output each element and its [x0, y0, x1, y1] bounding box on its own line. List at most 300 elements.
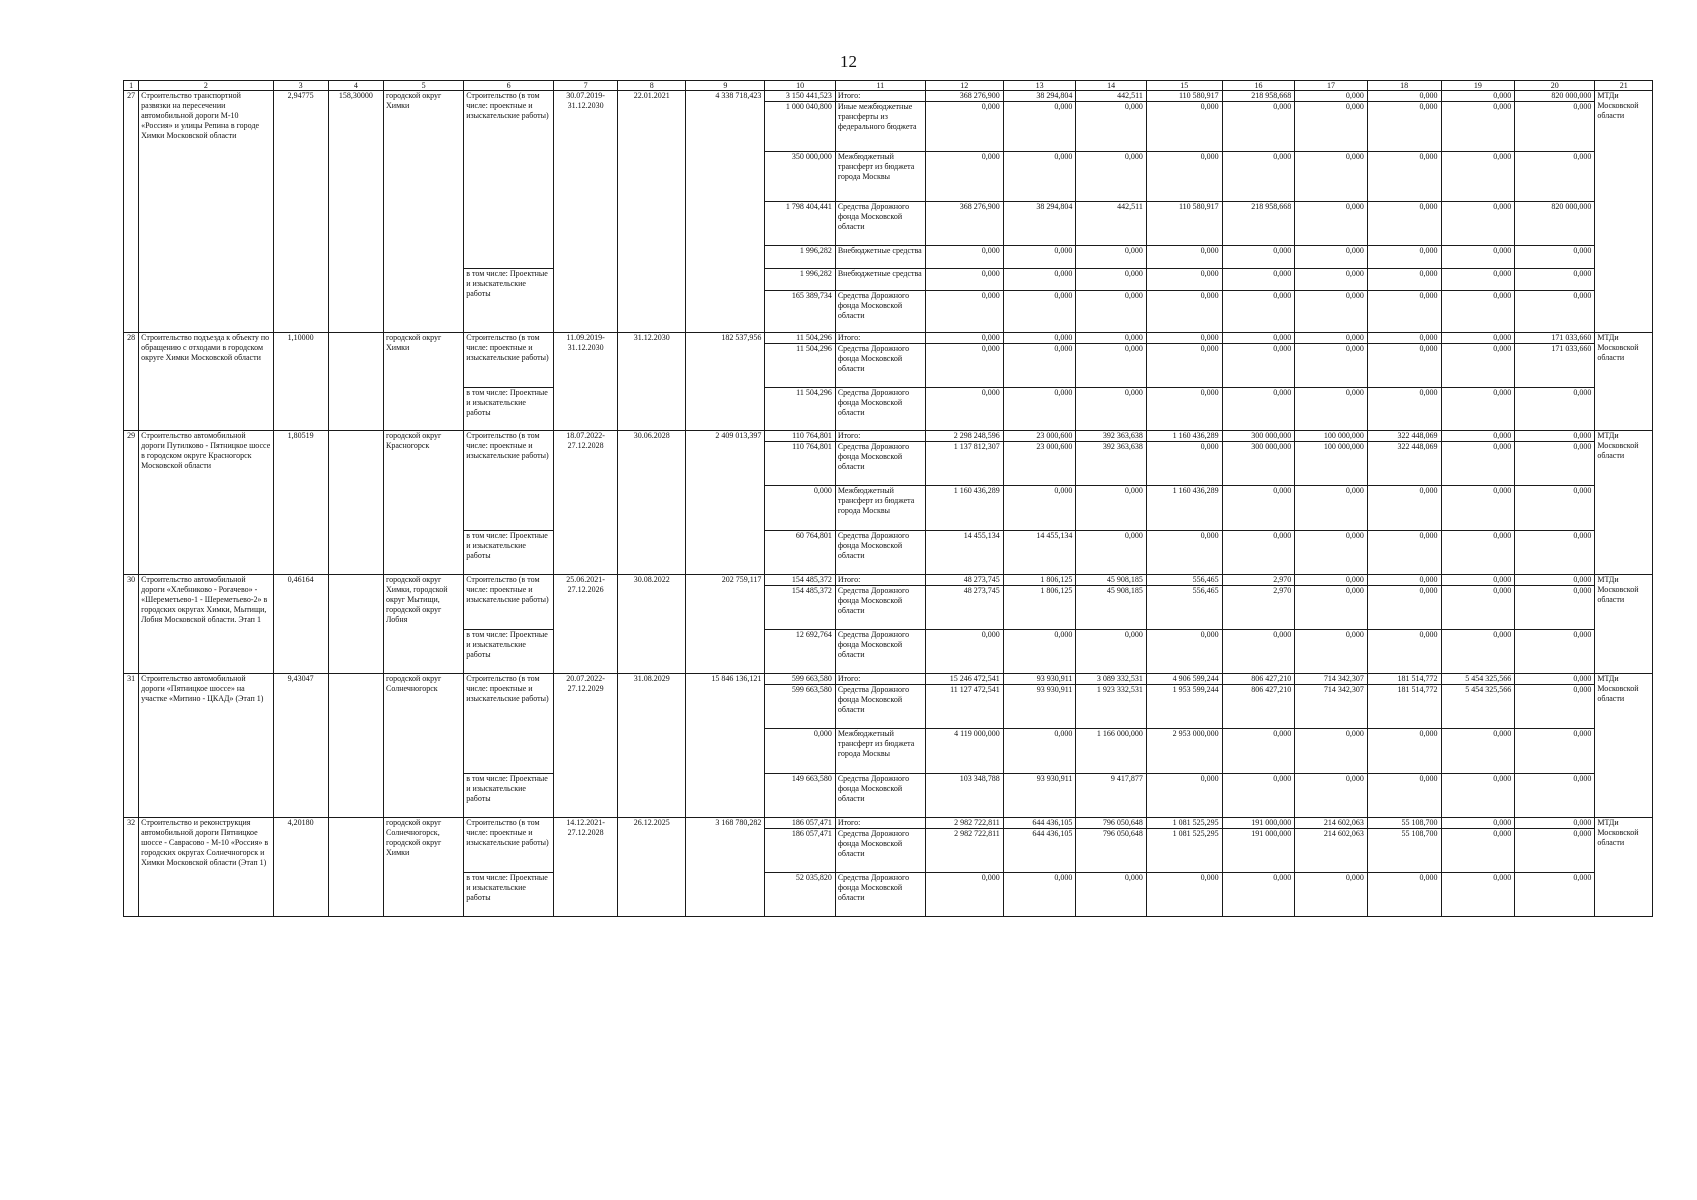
year-amount: 0,000: [1515, 873, 1595, 917]
year-amount: 0,000: [1441, 246, 1515, 269]
column-number-row: [124, 81, 1653, 91]
estimated-cost: 2 409 013,397: [686, 431, 765, 575]
year-amount: 0,000: [1222, 774, 1295, 818]
year-amount: 0,000: [1295, 531, 1368, 575]
column-number: 6: [464, 81, 554, 91]
column-number: 20: [1515, 81, 1595, 91]
financed-before: 1 798 404,441: [765, 202, 835, 246]
capacity-value: [328, 333, 383, 431]
estimated-cost: 4 338 718,423: [686, 91, 765, 333]
financed-before: 1 996,282: [765, 269, 835, 291]
financed-before: 0,000: [765, 486, 835, 531]
year-amount: 9 417,877: [1076, 774, 1146, 818]
funding-source: Итого:: [835, 91, 925, 102]
page-number: 12: [840, 52, 857, 71]
work-type: в том числе: Проектные и изыскательские работы: [464, 630, 554, 674]
year-amount: 644 436,105: [1003, 829, 1076, 873]
year-amount: 0,000: [1515, 102, 1595, 152]
year-amount: 0,000: [1441, 152, 1515, 202]
financed-before: 52 035,820: [765, 873, 835, 917]
funding-source: Средства Дорожного фонда Московской области: [835, 442, 925, 486]
year-amount: 1 081 525,295: [1146, 818, 1222, 829]
work-type: в том числе: Проектные и изыскательские работы: [464, 531, 554, 575]
year-amount: 2 953 000,000: [1146, 729, 1222, 774]
year-amount: 15 246 472,541: [925, 674, 1003, 685]
year-amount: 0,000: [1367, 269, 1441, 291]
year-amount: 0,000: [1367, 102, 1441, 152]
financed-before: 0,000: [765, 729, 835, 774]
column-number: 12: [925, 81, 1003, 91]
year-amount: 171 033,660: [1515, 333, 1595, 344]
year-amount: 0,000: [1003, 873, 1076, 917]
year-amount: 1 160 436,289: [925, 486, 1003, 531]
year-amount: 4 906 599,244: [1146, 674, 1222, 685]
municipality: городской округ Химки, городской округ Мытищи, городской округ Лобня: [384, 575, 464, 674]
year-amount: 0,000: [925, 246, 1003, 269]
year-amount: 0,000: [1441, 586, 1515, 630]
financed-before: 11 504,296: [765, 388, 835, 431]
financing-table-container: [123, 80, 1653, 917]
financed-before: 186 057,471: [765, 829, 835, 873]
work-type: Строительство (в том числе: проектные и изыскательские работы): [464, 91, 554, 269]
year-amount: 0,000: [1367, 531, 1441, 575]
year-amount: 0,000: [1295, 774, 1368, 818]
year-amount: 0,000: [1441, 829, 1515, 873]
year-amount: 0,000: [1295, 291, 1368, 333]
financed-before: 110 764,801: [765, 442, 835, 486]
year-amount: 0,000: [1441, 431, 1515, 442]
financed-before: 154 485,372: [765, 586, 835, 630]
year-amount: 0,000: [1295, 630, 1368, 674]
year-amount: 0,000: [1367, 873, 1441, 917]
year-amount: 1 923 332,531: [1076, 685, 1146, 729]
year-amount: 0,000: [1367, 630, 1441, 674]
year-amount: 218 958,668: [1222, 91, 1295, 102]
year-amount: 556,465: [1146, 586, 1222, 630]
year-amount: 0,000: [1441, 442, 1515, 486]
year-amount: 214 602,063: [1295, 818, 1368, 829]
municipality: городской округ Солнечногорск: [384, 674, 464, 818]
column-number: 21: [1595, 81, 1653, 91]
funding-source: Средства Дорожного фонда Московской области: [835, 685, 925, 729]
year-amount: 5 454 325,566: [1441, 685, 1515, 729]
municipality: городской округ Химки: [384, 333, 464, 431]
table-row: [124, 818, 1653, 829]
work-period: 18.07.2022-27.12.2028: [554, 431, 618, 575]
municipality: городской округ Химки: [384, 91, 464, 333]
year-amount: 368 276,900: [925, 91, 1003, 102]
capacity-km: 1,80519: [273, 431, 328, 575]
column-number: 18: [1367, 81, 1441, 91]
year-amount: 0,000: [1441, 630, 1515, 674]
year-amount: 0,000: [1441, 873, 1515, 917]
funding-source: Итого:: [835, 674, 925, 685]
year-amount: 1 806,125: [1003, 586, 1076, 630]
year-amount: 0,000: [1367, 291, 1441, 333]
financed-before: 599 663,580: [765, 685, 835, 729]
column-number: 10: [765, 81, 835, 91]
work-type: в том числе: Проектные и изыскательские работы: [464, 269, 554, 333]
year-amount: 0,000: [1515, 246, 1595, 269]
funding-source: Средства Дорожного фонда Московской области: [835, 202, 925, 246]
year-amount: 714 342,307: [1295, 674, 1368, 685]
year-amount: 0,000: [1441, 202, 1515, 246]
work-period: 20.07.2022-27.12.2029: [554, 674, 618, 818]
year-amount: 55 108,700: [1367, 818, 1441, 829]
capacity-km: 9,43047: [273, 674, 328, 818]
year-amount: 0,000: [1076, 246, 1146, 269]
year-amount: 1 806,125: [1003, 575, 1076, 586]
table-row: [124, 333, 1653, 344]
year-amount: 0,000: [1146, 246, 1222, 269]
funding-source: Средства Дорожного фонда Московской области: [835, 586, 925, 630]
year-amount: 0,000: [1222, 630, 1295, 674]
year-amount: 556,465: [1146, 575, 1222, 586]
estimated-cost: 182 537,956: [686, 333, 765, 431]
year-amount: 214 602,063: [1295, 829, 1368, 873]
year-amount: 0,000: [1515, 531, 1595, 575]
year-amount: 0,000: [1367, 575, 1441, 586]
project-number: 32: [124, 818, 139, 917]
financed-before: 11 504,296: [765, 344, 835, 388]
year-amount: 0,000: [1222, 291, 1295, 333]
year-amount: 0,000: [1146, 388, 1222, 431]
financed-before: 110 764,801: [765, 431, 835, 442]
year-amount: 0,000: [1367, 729, 1441, 774]
year-amount: 0,000: [925, 388, 1003, 431]
column-number: 19: [1441, 81, 1515, 91]
executor: МТДи Московской области: [1595, 91, 1653, 333]
column-number: 2: [139, 81, 273, 91]
year-amount: 0,000: [1441, 344, 1515, 388]
year-amount: 0,000: [1515, 685, 1595, 729]
project-name: Строительство автомобильной дороги Путилково - Пятницкое шоссе в городском округе Красногорск Московской области: [139, 431, 273, 575]
year-amount: 11 127 472,541: [925, 685, 1003, 729]
column-number: 8: [618, 81, 686, 91]
estimated-cost: 3 168 780,282: [686, 818, 765, 917]
year-amount: 93 930,911: [1003, 774, 1076, 818]
year-amount: 820 000,000: [1515, 202, 1595, 246]
year-amount: 0,000: [1441, 333, 1515, 344]
year-amount: 0,000: [1146, 102, 1222, 152]
year-amount: 0,000: [1441, 291, 1515, 333]
column-number: 13: [1003, 81, 1076, 91]
year-amount: 0,000: [1295, 575, 1368, 586]
year-amount: 0,000: [1076, 388, 1146, 431]
completion-date: 30.08.2022: [618, 575, 686, 674]
work-type: Строительство (в том числе: проектные и изыскательские работы): [464, 674, 554, 774]
year-amount: 0,000: [1441, 729, 1515, 774]
year-amount: 93 930,911: [1003, 674, 1076, 685]
year-amount: 300 000,000: [1222, 442, 1295, 486]
year-amount: 0,000: [1515, 442, 1595, 486]
financed-before: 12 692,764: [765, 630, 835, 674]
column-number: 11: [835, 81, 925, 91]
year-amount: 0,000: [1515, 630, 1595, 674]
year-amount: 0,000: [1076, 486, 1146, 531]
municipality: городской округ Солнечногорск, городской округ Химки: [384, 818, 464, 917]
year-amount: 1 160 436,289: [1146, 486, 1222, 531]
year-amount: 181 514,772: [1367, 674, 1441, 685]
completion-date: 22.01.2021: [618, 91, 686, 333]
year-amount: 0,000: [1003, 388, 1076, 431]
year-amount: 0,000: [1515, 152, 1595, 202]
year-amount: 0,000: [1295, 729, 1368, 774]
funding-source: Внебюджетные средства: [835, 246, 925, 269]
year-amount: 0,000: [1146, 291, 1222, 333]
year-amount: 0,000: [1367, 774, 1441, 818]
year-amount: 0,000: [1003, 269, 1076, 291]
financed-before: 1 996,282: [765, 246, 835, 269]
year-amount: 392 363,638: [1076, 431, 1146, 442]
year-amount: 0,000: [925, 873, 1003, 917]
year-amount: 0,000: [1222, 729, 1295, 774]
year-amount: 1 160 436,289: [1146, 431, 1222, 442]
year-amount: 0,000: [1515, 774, 1595, 818]
year-amount: 0,000: [925, 630, 1003, 674]
project-name: Строительство автомобильной дороги «Хлебниково - Рогачево» - «Шереметьево-1 - Шереметьево-2» в городских округах Химки, Мытищи, Лобня Московской области. Этап 1: [139, 575, 273, 674]
year-amount: 0,000: [1222, 486, 1295, 531]
year-amount: 0,000: [925, 152, 1003, 202]
year-amount: 0,000: [1515, 674, 1595, 685]
project-number: 30: [124, 575, 139, 674]
column-number: 4: [328, 81, 383, 91]
year-amount: 191 000,000: [1222, 818, 1295, 829]
financed-before: 11 504,296: [765, 333, 835, 344]
year-amount: 0,000: [1367, 344, 1441, 388]
year-amount: 0,000: [1003, 486, 1076, 531]
year-amount: 0,000: [1003, 246, 1076, 269]
year-amount: 45 908,185: [1076, 575, 1146, 586]
year-amount: 23 000,600: [1003, 431, 1076, 442]
year-amount: 110 580,917: [1146, 91, 1222, 102]
year-amount: 0,000: [1441, 818, 1515, 829]
year-amount: 0,000: [1367, 586, 1441, 630]
year-amount: 0,000: [1003, 291, 1076, 333]
funding-source: Средства Дорожного фонда Московской области: [835, 388, 925, 431]
year-amount: 322 448,069: [1367, 431, 1441, 442]
year-amount: 0,000: [1441, 486, 1515, 531]
year-amount: 0,000: [925, 291, 1003, 333]
funding-source: Внебюджетные средства: [835, 269, 925, 291]
year-amount: 0,000: [1076, 152, 1146, 202]
project-number: 29: [124, 431, 139, 575]
year-amount: 0,000: [1076, 333, 1146, 344]
funding-source: Итого:: [835, 818, 925, 829]
year-amount: 0,000: [925, 344, 1003, 388]
year-amount: 368 276,900: [925, 202, 1003, 246]
year-amount: 0,000: [1515, 575, 1595, 586]
year-amount: 0,000: [1295, 246, 1368, 269]
project-number: 31: [124, 674, 139, 818]
year-amount: 0,000: [1441, 269, 1515, 291]
column-number: 5: [384, 81, 464, 91]
year-amount: 0,000: [1222, 873, 1295, 917]
year-amount: 0,000: [1441, 531, 1515, 575]
year-amount: 644 436,105: [1003, 818, 1076, 829]
project-number: 28: [124, 333, 139, 431]
year-amount: 0,000: [1295, 388, 1368, 431]
year-amount: 0,000: [1222, 246, 1295, 269]
year-amount: 0,000: [1076, 269, 1146, 291]
completion-date: 31.12.2030: [618, 333, 686, 431]
year-amount: 0,000: [925, 333, 1003, 344]
year-amount: 0,000: [1515, 291, 1595, 333]
year-amount: 1 953 599,244: [1146, 685, 1222, 729]
year-amount: 14 455,134: [1003, 531, 1076, 575]
year-amount: 38 294,804: [1003, 202, 1076, 246]
year-amount: 100 000,000: [1295, 431, 1368, 442]
year-amount: 796 050,648: [1076, 829, 1146, 873]
year-amount: 0,000: [1515, 829, 1595, 873]
work-type: в том числе: Проектные и изыскательские работы: [464, 774, 554, 818]
column-number: 1: [124, 81, 139, 91]
year-amount: 0,000: [1076, 344, 1146, 388]
funding-source: Иные межбюджетные трансферты из федерального бюджета: [835, 102, 925, 152]
funding-source: Средства Дорожного фонда Московской области: [835, 829, 925, 873]
year-amount: 0,000: [1295, 102, 1368, 152]
funding-source: Средства Дорожного фонда Московской области: [835, 630, 925, 674]
year-amount: 322 448,069: [1367, 442, 1441, 486]
year-amount: 4 119 000,000: [925, 729, 1003, 774]
year-amount: 0,000: [1367, 152, 1441, 202]
year-amount: 0,000: [1441, 774, 1515, 818]
year-amount: 0,000: [1222, 333, 1295, 344]
year-amount: 0,000: [1222, 388, 1295, 431]
column-number: 7: [554, 81, 618, 91]
year-amount: 1 137 812,307: [925, 442, 1003, 486]
year-amount: 0,000: [1295, 269, 1368, 291]
funding-source: Межбюджетный трансферт из бюджета города Москвы: [835, 729, 925, 774]
year-amount: 0,000: [1003, 729, 1076, 774]
funding-source: Итого:: [835, 575, 925, 586]
year-amount: 23 000,600: [1003, 442, 1076, 486]
funding-source: Итого:: [835, 431, 925, 442]
work-period: 25.06.2021-27.12.2026: [554, 575, 618, 674]
executor: МТДи Московской области: [1595, 431, 1653, 575]
year-amount: 2,970: [1222, 575, 1295, 586]
financed-before: 149 663,580: [765, 774, 835, 818]
year-amount: 0,000: [1146, 630, 1222, 674]
funding-source: Итого:: [835, 333, 925, 344]
capacity-km: 0,46164: [273, 575, 328, 674]
year-amount: 0,000: [1515, 388, 1595, 431]
column-number: 14: [1076, 81, 1146, 91]
year-amount: 218 958,668: [1222, 202, 1295, 246]
year-amount: 0,000: [1222, 269, 1295, 291]
year-amount: 5 454 325,566: [1441, 674, 1515, 685]
financed-before: 3 150 441,523: [765, 91, 835, 102]
executor: МТДи Московской области: [1595, 575, 1653, 674]
year-amount: 0,000: [1295, 333, 1368, 344]
table-row: [124, 431, 1653, 442]
year-amount: 0,000: [1515, 486, 1595, 531]
year-amount: 103 348,788: [925, 774, 1003, 818]
year-amount: 0,000: [1441, 388, 1515, 431]
year-amount: 55 108,700: [1367, 829, 1441, 873]
year-amount: 0,000: [1441, 102, 1515, 152]
work-type: в том числе: Проектные и изыскательские работы: [464, 388, 554, 431]
capacity-value: [328, 818, 383, 917]
completion-date: 31.08.2029: [618, 674, 686, 818]
executor: МТДи Московской области: [1595, 818, 1653, 917]
column-number: 3: [273, 81, 328, 91]
year-amount: 1 081 525,295: [1146, 829, 1222, 873]
financed-before: 154 485,372: [765, 575, 835, 586]
capacity-value: [328, 431, 383, 575]
funding-source: Средства Дорожного фонда Московской области: [835, 344, 925, 388]
project-number: 27: [124, 91, 139, 333]
year-amount: 806 427,210: [1222, 674, 1295, 685]
project-name: Строительство и реконструкция автомобильной дороги Пятницкое шоссе - Саврасово - М-10 «Россия» в городских округах Солнечногорск и Химки Московской области (Этап 1): [139, 818, 273, 917]
year-amount: 0,000: [925, 269, 1003, 291]
year-amount: 2 982 722,811: [925, 818, 1003, 829]
table-row: [124, 674, 1653, 685]
year-amount: 0,000: [1295, 586, 1368, 630]
year-amount: 0,000: [1076, 102, 1146, 152]
year-amount: 0,000: [1222, 344, 1295, 388]
funding-source: Средства Дорожного фонда Московской области: [835, 774, 925, 818]
work-type: Строительство (в том числе: проектные и изыскательские работы): [464, 575, 554, 630]
year-amount: 0,000: [1295, 486, 1368, 531]
year-amount: 0,000: [1515, 818, 1595, 829]
work-period: 11.09.2019-31.12.2030: [554, 333, 618, 431]
year-amount: 110 580,917: [1146, 202, 1222, 246]
year-amount: 0,000: [1295, 91, 1368, 102]
municipality: городской округ Красногорск: [384, 431, 464, 575]
year-amount: 806 427,210: [1222, 685, 1295, 729]
year-amount: 0,000: [1003, 333, 1076, 344]
year-amount: 0,000: [1222, 102, 1295, 152]
year-amount: 1 166 000,000: [1076, 729, 1146, 774]
completion-date: 30.06.2028: [618, 431, 686, 575]
table-row: [124, 575, 1653, 586]
year-amount: 0,000: [1367, 333, 1441, 344]
year-amount: 0,000: [1076, 873, 1146, 917]
year-amount: 0,000: [1003, 344, 1076, 388]
year-amount: 171 033,660: [1515, 344, 1595, 388]
year-amount: 0,000: [1003, 152, 1076, 202]
capacity-value: 158,30000: [328, 91, 383, 333]
year-amount: 0,000: [1295, 152, 1368, 202]
executor: МТДи Московской области: [1595, 674, 1653, 818]
column-number: 9: [686, 81, 765, 91]
year-amount: 45 908,185: [1076, 586, 1146, 630]
work-type: Строительство (в том числе: проектные и изыскательские работы): [464, 333, 554, 388]
work-type: в том числе: Проектные и изыскательские работы: [464, 873, 554, 917]
year-amount: 181 514,772: [1367, 685, 1441, 729]
year-amount: 0,000: [1515, 269, 1595, 291]
year-amount: 0,000: [1222, 152, 1295, 202]
funding-source: Средства Дорожного фонда Московской области: [835, 873, 925, 917]
financing-table: [123, 80, 1653, 917]
year-amount: 0,000: [1367, 246, 1441, 269]
year-amount: 93 930,911: [1003, 685, 1076, 729]
column-number: 16: [1222, 81, 1295, 91]
year-amount: 0,000: [1146, 152, 1222, 202]
year-amount: 0,000: [1367, 388, 1441, 431]
executor: МТДи Московской области: [1595, 333, 1653, 431]
year-amount: 48 273,745: [925, 575, 1003, 586]
year-amount: 0,000: [1295, 202, 1368, 246]
year-amount: 0,000: [1515, 431, 1595, 442]
funding-source: Межбюджетный трансферт из бюджета города Москвы: [835, 486, 925, 531]
capacity-value: [328, 575, 383, 674]
year-amount: 0,000: [1222, 531, 1295, 575]
year-amount: 0,000: [1146, 873, 1222, 917]
year-amount: 714 342,307: [1295, 685, 1368, 729]
funding-source: Средства Дорожного фонда Московской области: [835, 291, 925, 333]
